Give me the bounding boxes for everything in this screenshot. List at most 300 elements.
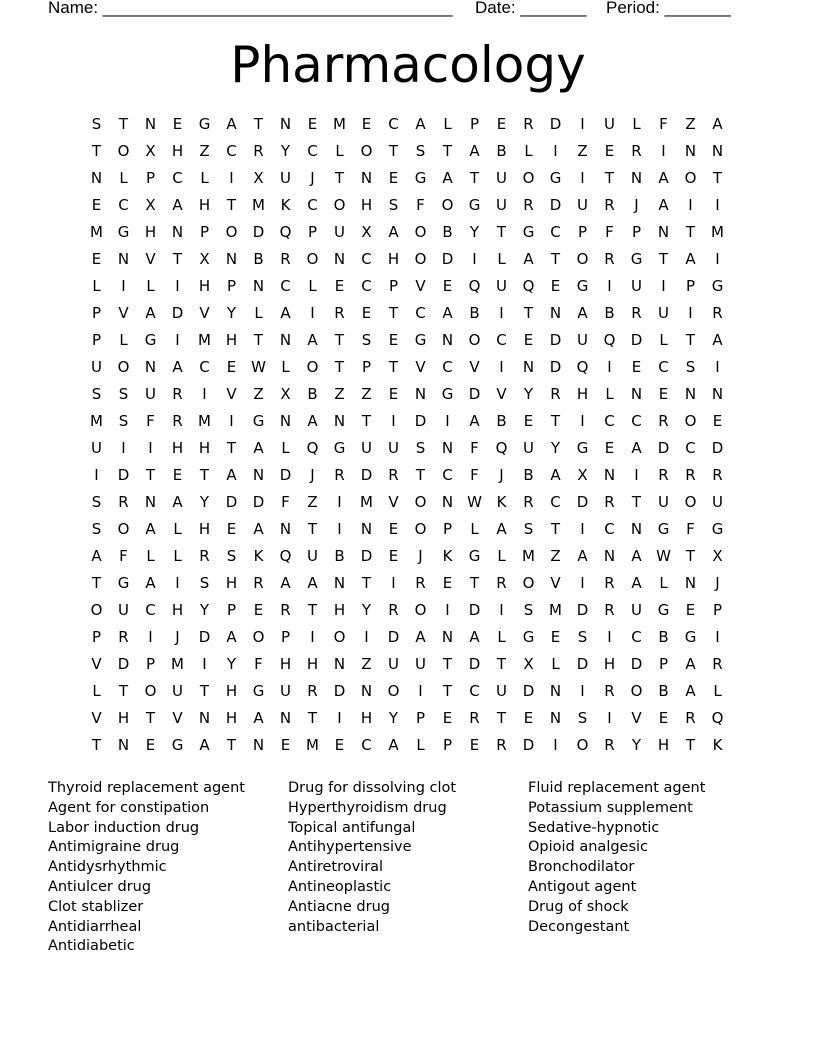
- grid-letter: V: [550, 574, 561, 592]
- grid-letter: O: [387, 682, 400, 700]
- grid-letter: I: [337, 520, 342, 538]
- grid-letter: G: [414, 331, 427, 349]
- grid-letter: F: [605, 223, 614, 241]
- grid-letter: N: [360, 682, 373, 700]
- period-field[interactable]: Period: _______: [606, 0, 731, 17]
- grid-letter: A: [145, 574, 156, 592]
- grid-letter: L: [254, 304, 263, 322]
- grid-letter: C: [226, 142, 237, 160]
- grid-letter: V: [199, 304, 210, 322]
- word-list-column-2: [288, 779, 528, 937]
- grid-letter: J: [634, 196, 639, 214]
- grid-letter: S: [523, 520, 534, 538]
- grid-letter: S: [118, 385, 129, 403]
- grid-letter: I: [445, 601, 450, 619]
- grid-letter: S: [199, 574, 210, 592]
- grid-letter: D: [225, 493, 238, 511]
- grid-letter: O: [414, 520, 427, 538]
- grid-letter: L: [605, 385, 614, 403]
- grid-letter: R: [415, 574, 426, 592]
- grid-letter: O: [576, 736, 589, 754]
- grid-letter: L: [497, 250, 506, 268]
- grid-letter: E: [388, 385, 399, 403]
- clue-item: Antidysrhythmic: [48, 859, 167, 876]
- grid-letter: L: [659, 574, 668, 592]
- grid-letter: X: [280, 385, 291, 403]
- grid-letter: N: [171, 223, 184, 241]
- grid-letter: M: [171, 655, 184, 673]
- name-field[interactable]: Name: _____________________________________: [48, 0, 453, 17]
- grid-letter: A: [712, 115, 723, 133]
- grid-letter: Q: [522, 277, 535, 295]
- grid-letter: N: [441, 493, 454, 511]
- grid-letter: F: [281, 493, 290, 511]
- clue-item: Antiulcer drug: [48, 878, 152, 895]
- grid-letter: I: [661, 142, 666, 160]
- grid-letter: K: [280, 196, 291, 214]
- grid-letter: I: [580, 682, 585, 700]
- grid-letter: R: [307, 682, 318, 700]
- grid-letter: N: [198, 709, 211, 727]
- grid-letter: L: [173, 547, 182, 565]
- grid-letter: C: [361, 736, 372, 754]
- grid-letter: R: [631, 142, 642, 160]
- grid-letter: L: [146, 547, 155, 565]
- grid-letter: R: [253, 574, 264, 592]
- grid-letter: T: [361, 574, 372, 592]
- grid-letter: L: [632, 115, 641, 133]
- grid-letter: U: [91, 439, 102, 457]
- grid-letter: C: [118, 196, 129, 214]
- grid-letter: A: [685, 682, 696, 700]
- grid-letter: N: [117, 736, 130, 754]
- grid-letter: Y: [199, 493, 210, 511]
- grid-letter: Y: [523, 385, 534, 403]
- grid-letter: F: [254, 655, 263, 673]
- grid-letter: D: [522, 682, 535, 700]
- grid-letter: I: [580, 574, 585, 592]
- grid-letter: O: [117, 358, 130, 376]
- grid-letter: I: [94, 466, 99, 484]
- grid-letter: R: [550, 385, 561, 403]
- grid-letter: K: [253, 547, 264, 565]
- grid-letter: M: [549, 601, 562, 619]
- word-list-column-3: [528, 779, 768, 937]
- grid-letter: D: [117, 466, 130, 484]
- grid-letter: R: [658, 412, 669, 430]
- clue-item: Bronchodilator: [528, 859, 635, 876]
- grid-letter: N: [711, 385, 724, 403]
- grid-letter: U: [415, 655, 426, 673]
- grid-letter: S: [577, 709, 588, 727]
- grid-letter: R: [253, 142, 264, 160]
- grid-letter: Z: [685, 115, 696, 133]
- grid-letter: U: [496, 682, 507, 700]
- grid-letter: V: [631, 709, 642, 727]
- grid-letter: D: [468, 655, 481, 673]
- grid-letter: L: [308, 277, 317, 295]
- grid-letter: E: [226, 520, 237, 538]
- grid-letter: I: [391, 412, 396, 430]
- grid-letter: I: [175, 331, 180, 349]
- grid-letter: P: [469, 115, 480, 133]
- grid-letter: E: [604, 439, 615, 457]
- grid-letter: O: [90, 601, 103, 619]
- grid-letter: T: [118, 115, 129, 133]
- grid-letter: L: [335, 142, 344, 160]
- grid-letter: N: [279, 709, 292, 727]
- grid-letter: H: [225, 331, 238, 349]
- grid-letter: H: [171, 439, 184, 457]
- grid-letter: K: [442, 547, 453, 565]
- grid-letter: N: [684, 385, 697, 403]
- grid-letter: X: [712, 547, 723, 565]
- grid-letter: E: [442, 277, 453, 295]
- grid-letter: E: [631, 358, 642, 376]
- grid-letter: P: [226, 277, 237, 295]
- grid-letter: I: [337, 709, 342, 727]
- grid-letter: F: [470, 466, 479, 484]
- grid-letter: T: [388, 358, 399, 376]
- grid-letter: T: [523, 304, 534, 322]
- grid-letter: P: [442, 520, 453, 538]
- grid-letter: I: [499, 601, 504, 619]
- grid-letter: I: [202, 655, 207, 673]
- grid-letter: Y: [199, 601, 210, 619]
- grid-letter: B: [496, 412, 507, 430]
- grid-letter: I: [310, 304, 315, 322]
- grid-letter: N: [333, 250, 346, 268]
- grid-letter: L: [119, 169, 128, 187]
- grid-letter: O: [441, 196, 454, 214]
- grid-letter: T: [91, 142, 102, 160]
- grid-letter: Y: [226, 655, 237, 673]
- clue-item: Opioid analgesic: [528, 839, 649, 856]
- grid-letter: P: [91, 304, 102, 322]
- grid-letter: D: [522, 736, 535, 754]
- grid-letter: T: [685, 223, 696, 241]
- grid-letter: U: [172, 682, 183, 700]
- grid-letter: G: [711, 520, 724, 538]
- grid-letter: I: [445, 412, 450, 430]
- grid-letter: T: [469, 169, 480, 187]
- grid-letter: I: [418, 682, 423, 700]
- grid-letter: A: [469, 142, 480, 160]
- clue-item: Drug for dissolving clot: [288, 780, 457, 796]
- grid-letter: T: [442, 655, 453, 673]
- grid-letter: Y: [361, 601, 372, 619]
- grid-letter: D: [576, 601, 589, 619]
- grid-letter: B: [334, 547, 345, 565]
- grid-letter: H: [198, 520, 211, 538]
- grid-letter: Z: [253, 385, 264, 403]
- grid-letter: C: [550, 493, 561, 511]
- grid-letter: D: [360, 466, 373, 484]
- grid-letter: E: [280, 736, 291, 754]
- grid-letter: S: [388, 196, 399, 214]
- grid-letter: N: [657, 223, 670, 241]
- grid-letter: T: [226, 736, 237, 754]
- grid-letter: R: [604, 682, 615, 700]
- clue-item: Antiretroviral: [288, 859, 384, 876]
- grid-letter: O: [414, 601, 427, 619]
- grid-letter: V: [91, 709, 102, 727]
- grid-letter: I: [337, 493, 342, 511]
- grid-letter: N: [333, 655, 346, 673]
- grid-letter: E: [361, 304, 372, 322]
- grid-letter: J: [715, 574, 720, 592]
- grid-letter: T: [388, 304, 399, 322]
- grid-letter: G: [414, 169, 427, 187]
- grid-letter: A: [280, 574, 291, 592]
- grid-letter: X: [145, 196, 156, 214]
- grid-letter: R: [712, 655, 723, 673]
- grid-letter: E: [658, 709, 669, 727]
- grid-letter: H: [333, 601, 346, 619]
- grid-letter: G: [549, 169, 562, 187]
- grid-letter: R: [496, 574, 507, 592]
- grid-letter: D: [252, 223, 265, 241]
- grid-letter: D: [630, 655, 643, 673]
- grid-letter: G: [333, 439, 346, 457]
- grid-letter: E: [550, 277, 561, 295]
- grid-letter: C: [550, 223, 561, 241]
- grid-letter: M: [522, 547, 535, 565]
- grid-letter: A: [172, 196, 183, 214]
- grid-letter: I: [391, 574, 396, 592]
- grid-letter: D: [657, 439, 670, 457]
- grid-letter: B: [523, 466, 534, 484]
- grid-letter: O: [414, 223, 427, 241]
- grid-letter: E: [172, 466, 183, 484]
- grid-letter: R: [118, 628, 129, 646]
- grid-letter: N: [144, 358, 157, 376]
- grid-letter: E: [145, 736, 156, 754]
- grid-letter: C: [415, 304, 426, 322]
- grid-letter: T: [415, 466, 426, 484]
- grid-letter: H: [198, 439, 211, 457]
- clue-item: Antigout agent: [528, 878, 637, 895]
- grid-letter: E: [172, 115, 183, 133]
- grid-letter: T: [91, 574, 102, 592]
- grid-letter: N: [279, 115, 292, 133]
- grid-letter: N: [441, 628, 454, 646]
- grid-letter: N: [603, 466, 616, 484]
- grid-letter: D: [576, 493, 589, 511]
- grid-letter: S: [91, 493, 102, 511]
- grid-letter: S: [118, 412, 129, 430]
- grid-letter: G: [198, 115, 211, 133]
- grid-letter: J: [175, 628, 180, 646]
- grid-letter: O: [468, 331, 481, 349]
- grid-letter: R: [712, 466, 723, 484]
- grid-letter: A: [685, 655, 696, 673]
- grid-letter: R: [469, 709, 480, 727]
- grid-letter: V: [415, 358, 426, 376]
- grid-letter: N: [252, 277, 265, 295]
- word-search-grid: [83, 111, 731, 759]
- grid-letter: C: [604, 520, 615, 538]
- grid-letter: L: [713, 682, 722, 700]
- grid-letter: C: [307, 196, 318, 214]
- grid-letter: H: [198, 196, 211, 214]
- grid-letter: R: [523, 196, 534, 214]
- grid-letter: N: [414, 385, 427, 403]
- grid-letter: P: [685, 277, 696, 295]
- grid-letter: T: [631, 493, 642, 511]
- grid-letter: U: [577, 331, 588, 349]
- grid-letter: U: [712, 493, 723, 511]
- grid-letter: A: [631, 547, 642, 565]
- grid-letter: I: [607, 277, 612, 295]
- grid-letter: N: [630, 520, 643, 538]
- grid-letter: N: [549, 682, 562, 700]
- grid-letter: E: [469, 736, 480, 754]
- grid-letter: C: [199, 358, 210, 376]
- grid-letter: I: [688, 196, 693, 214]
- grid-letter: R: [388, 601, 399, 619]
- grid-letter: P: [388, 277, 399, 295]
- grid-letter: R: [631, 304, 642, 322]
- grid-letter: N: [684, 142, 697, 160]
- grid-letter: A: [658, 196, 669, 214]
- grid-letter: E: [334, 277, 345, 295]
- grid-letter: G: [468, 547, 481, 565]
- grid-letter: H: [225, 574, 238, 592]
- grid-letter: S: [415, 142, 426, 160]
- grid-letter: O: [684, 493, 697, 511]
- grid-letter: D: [576, 655, 589, 673]
- grid-letter: H: [198, 277, 211, 295]
- grid-letter: L: [416, 736, 425, 754]
- grid-letter: D: [333, 682, 346, 700]
- grid-letter: T: [145, 466, 156, 484]
- date-field[interactable]: Date: _______: [475, 0, 587, 17]
- clue-item: Hyperthyroidism drug: [288, 799, 447, 816]
- grid-letter: E: [523, 331, 534, 349]
- grid-letter: O: [684, 412, 697, 430]
- grid-letter: H: [225, 709, 238, 727]
- grid-letter: T: [685, 331, 696, 349]
- grid-letter: N: [144, 493, 157, 511]
- clue-item: Antidiarrheal: [48, 918, 142, 935]
- grid-letter: P: [577, 223, 588, 241]
- grid-letter: W: [467, 493, 482, 511]
- grid-letter: E: [523, 709, 534, 727]
- grid-letter: L: [470, 520, 479, 538]
- grid-letter: Z: [307, 493, 318, 511]
- grid-letter: D: [117, 655, 130, 673]
- grid-letter: I: [121, 439, 126, 457]
- grid-letter: U: [307, 547, 318, 565]
- grid-letter: N: [144, 115, 157, 133]
- grid-letter: N: [252, 466, 265, 484]
- grid-letter: N: [549, 709, 562, 727]
- grid-letter: E: [334, 736, 345, 754]
- grid-letter: P: [712, 601, 723, 619]
- grid-letter: O: [333, 196, 346, 214]
- grid-letter: F: [119, 547, 128, 565]
- grid-letter: G: [144, 331, 157, 349]
- grid-letter: I: [310, 628, 315, 646]
- grid-letter: R: [334, 466, 345, 484]
- grid-letter: M: [711, 223, 724, 241]
- grid-letter: D: [252, 493, 265, 511]
- grid-letter: T: [550, 250, 561, 268]
- grid-letter: U: [361, 439, 372, 457]
- grid-letter: N: [279, 412, 292, 430]
- grid-letter: R: [685, 709, 696, 727]
- grid-letter: C: [604, 412, 615, 430]
- grid-letter: Y: [550, 439, 561, 457]
- grid-letter: I: [715, 250, 720, 268]
- grid-letter: T: [469, 574, 480, 592]
- grid-letter: P: [361, 358, 372, 376]
- grid-letter: P: [307, 223, 318, 241]
- grid-letter: T: [253, 115, 264, 133]
- grid-letter: G: [522, 223, 535, 241]
- grid-letter: D: [468, 385, 481, 403]
- grid-letter: M: [306, 736, 319, 754]
- grid-letter: T: [496, 223, 507, 241]
- grid-letter: U: [577, 196, 588, 214]
- grid-letter: A: [712, 331, 723, 349]
- grid-letter: R: [496, 736, 507, 754]
- grid-letter: E: [523, 412, 534, 430]
- clue-item: Antimigraine drug: [48, 839, 180, 856]
- grid-letter: A: [442, 169, 453, 187]
- grid-letter: T: [496, 709, 507, 727]
- grid-letter: I: [175, 574, 180, 592]
- grid-letter: E: [91, 250, 102, 268]
- grid-letter: D: [549, 115, 562, 133]
- grid-letter: X: [145, 142, 156, 160]
- grid-letter: I: [607, 358, 612, 376]
- grid-letter: I: [580, 520, 585, 538]
- grid-letter: A: [685, 250, 696, 268]
- grid-letter: X: [199, 250, 210, 268]
- grid-letter: R: [280, 601, 291, 619]
- grid-letter: S: [577, 628, 588, 646]
- grid-letter: S: [91, 115, 102, 133]
- grid-letter: E: [388, 547, 399, 565]
- grid-letter: L: [92, 682, 101, 700]
- grid-letter: H: [171, 142, 184, 160]
- grid-letter: D: [441, 250, 454, 268]
- grid-letter: H: [603, 655, 616, 673]
- grid-letter: B: [307, 385, 318, 403]
- grid-letter: I: [175, 277, 180, 295]
- grid-letter: H: [360, 196, 373, 214]
- grid-letter: G: [522, 628, 535, 646]
- clue-item: Sedative-hypnotic: [528, 819, 660, 836]
- grid-letter: T: [658, 250, 669, 268]
- grid-letter: T: [226, 196, 237, 214]
- grid-letter: O: [306, 358, 319, 376]
- grid-letter: N: [279, 520, 292, 538]
- grid-letter: D: [387, 628, 400, 646]
- grid-letter: L: [551, 655, 560, 673]
- grid-letter: O: [117, 142, 130, 160]
- grid-letter: I: [634, 466, 639, 484]
- grid-letter: M: [333, 115, 346, 133]
- grid-letter: L: [146, 277, 155, 295]
- clue-item: Topical antifungal: [288, 819, 416, 836]
- grid-letter: O: [144, 682, 157, 700]
- grid-letter: A: [577, 547, 588, 565]
- grid-letter: D: [414, 412, 427, 430]
- grid-letter: P: [631, 223, 642, 241]
